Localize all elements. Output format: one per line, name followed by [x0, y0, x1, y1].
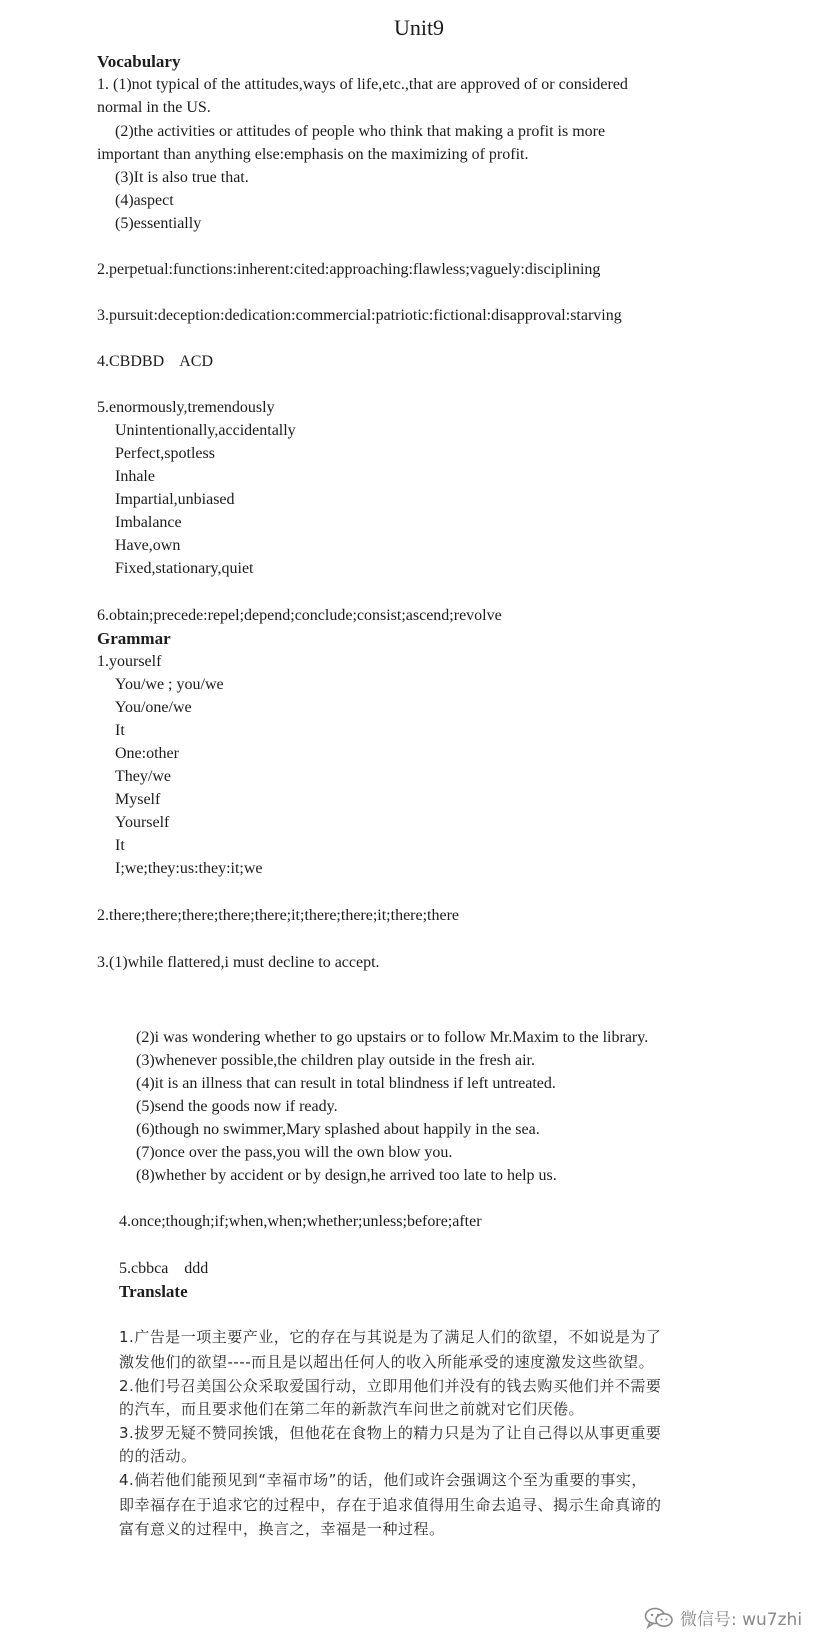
translate-heading: Translate: [119, 1282, 188, 1301]
vocab-q5-line: Unintentionally,accidentally: [115, 422, 296, 439]
grammar-q1-line: You/one/we: [115, 699, 192, 716]
vocab-q1-line: (4)aspect: [115, 192, 174, 209]
watermark: [644, 1605, 802, 1630]
grammar-q3-line: 3.(1)while flattered,i must decline to accept.: [97, 954, 380, 971]
vocab-q1-line: (5)essentially: [115, 215, 202, 232]
grammar-q3-line: (8)whether by accident or by design,he arrived too late to help us.: [136, 1167, 557, 1184]
grammar-q3-line: (7)once over the pass,you will the own blow you.: [136, 1144, 453, 1161]
grammar-q3-line: (6)though no swimmer,Mary splashed about happily in the sea.: [136, 1121, 540, 1138]
grammar-q4: 4.once;though;if;when,when;whether;unless;before;after: [119, 1213, 482, 1230]
translate-line: 3.拔罗无疑不赞同挨饿，但他花在食物上的精力只是为了让自己得以从事更重要: [119, 1424, 662, 1442]
vocab-q2: 2.perpetual:functions:inherent:cited:approaching:flawless;vaguely:disciplining: [97, 261, 601, 278]
page-title: Unit9: [393, 15, 445, 40]
vocab-q1-line: (2)the activities or attitudes of people who think that making a profit is more: [115, 123, 606, 140]
vocab-q5-line: Fixed,stationary,quiet: [115, 560, 254, 577]
watermark-label: 微信号: wu7zhi: [680, 1610, 803, 1630]
translate-line: 4.倘若他们能预见到“幸福市场”的话，他们或许会强调这个至为重要的事实，: [119, 1471, 647, 1489]
grammar-q1-line: Myself: [115, 791, 161, 808]
wechat-icon: [644, 1606, 674, 1630]
grammar-q3-line: (3)whenever possible,the children play outside in the fresh air.: [136, 1052, 535, 1069]
grammar-q1-line: You/we ; you/we: [115, 676, 224, 693]
translate-line: 激发他们的欲望----而且是以超出任何人的收入所能承受的速度激发这些欲望。: [119, 1353, 655, 1371]
grammar-q1-line: It: [115, 722, 125, 739]
vocabulary-heading: Vocabulary: [97, 52, 181, 71]
grammar-heading: Grammar: [97, 629, 171, 648]
vocab-q1-line: 1. (1)not typical of the attitudes,ways of life,etc.,that are approved of or considered: [97, 76, 628, 93]
vocab-q5-line: 5.enormously,tremendously: [97, 399, 275, 416]
vocab-q5-line: Have,own: [115, 537, 181, 554]
grammar-q2: 2.there;there;there;there;there;it;there;there;it;there;there: [97, 907, 460, 924]
vocab-q5-line: Inhale: [115, 468, 155, 485]
translate-line: 即幸福存在于追求它的过程中，存在于追求值得用生命去追寻、揭示生命真谛的: [119, 1496, 662, 1514]
vocab-q4: 4.CBDBD ACD: [97, 353, 214, 370]
translate-line: 2.他们号召美国公众采取爱国行动，立即用他们并没有的钱去购买他们并不需要: [119, 1377, 662, 1395]
grammar-q1-line: It: [115, 837, 125, 854]
vocab-q5-line: Imbalance: [115, 514, 182, 531]
translate-line: 1.广告是一项主要产业，它的存在与其说是为了满足人们的欲望，不如说是为了: [119, 1328, 662, 1346]
vocab-q1-line: important than anything else:emphasis on the maximizing of profit.: [97, 146, 529, 163]
translate-line: 的的活动。: [119, 1447, 197, 1465]
grammar-q1-line: They/we: [115, 768, 171, 785]
grammar-q1-line: Yourself: [115, 814, 170, 831]
grammar-q3-line: (4)it is an illness that can result in total blindness if left untreated.: [136, 1075, 556, 1092]
translate-line: 的汽车，而且要求他们在第二年的新款汽车问世之前就对它们厌倦。: [119, 1400, 585, 1418]
grammar-q1-line: I;we;they:us:they:it;we: [115, 860, 263, 877]
vocab-q5-line: Perfect,spotless: [115, 445, 215, 462]
vocab-q5-line: Impartial,unbiased: [115, 491, 235, 508]
vocab-q6: 6.obtain;precede:repel;depend;conclude;consist;ascend;revolve: [97, 607, 502, 624]
grammar-q3-line: (5)send the goods now if ready.: [136, 1098, 338, 1115]
vocab-q1-line: normal in the US.: [97, 99, 211, 116]
grammar-q1-line: One:other: [115, 745, 179, 762]
vocab-q3: 3.pursuit:deception:dedication:commercial:patriotic:fictional:disapproval:starving: [97, 307, 622, 324]
grammar-q5: 5.cbbca ddd: [119, 1260, 209, 1277]
translate-line: 富有意义的过程中，换言之，幸福是一种过程。: [119, 1520, 445, 1538]
vocab-q1-line: (3)It is also true that.: [115, 169, 249, 186]
grammar-q3-line: (2)i was wondering whether to go upstairs or to follow Mr.Maxim to the library.: [136, 1029, 649, 1046]
grammar-q1-line: 1.yourself: [97, 653, 162, 670]
